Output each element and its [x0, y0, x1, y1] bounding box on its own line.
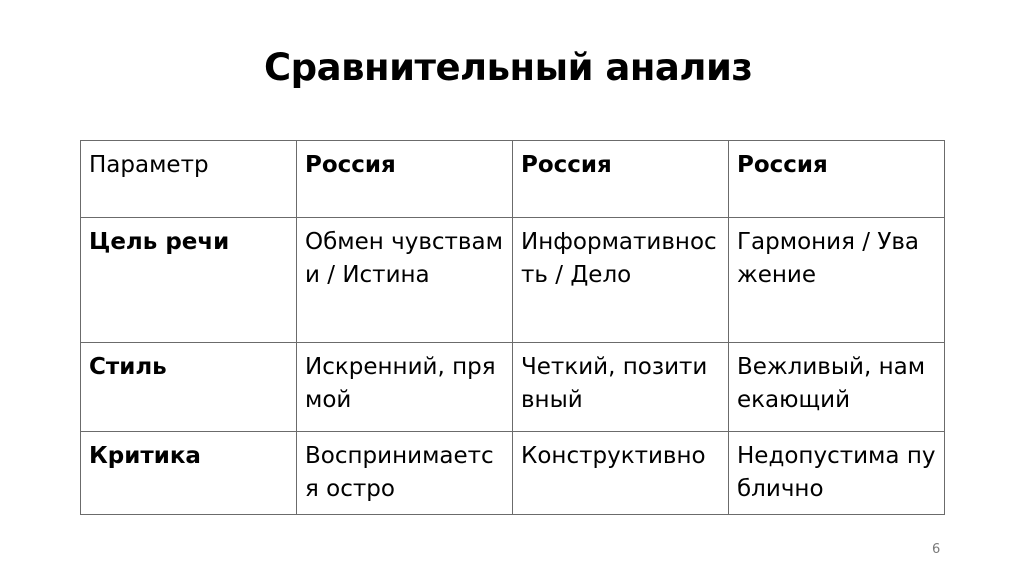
header-cell-country: Россия [297, 141, 513, 218]
slide-title: Сравнительный анализ [264, 46, 753, 89]
table-header-row [81, 141, 945, 218]
header-cell-country: Россия [513, 141, 729, 218]
table-cell: Конструктивно [513, 432, 729, 515]
row-label: Критика [81, 432, 297, 515]
table-cell: Недопустима публично [729, 432, 945, 515]
table-cell: Гармония / Уважение [729, 218, 945, 343]
table-cell: Обмен чувствами / Истина [297, 218, 513, 343]
table-row [81, 343, 945, 432]
table-cell: Вежливый, намекающий [729, 343, 945, 432]
header-cell-parameter: Параметр [81, 141, 297, 218]
row-label: Стиль [81, 343, 297, 432]
table-row [81, 218, 945, 343]
page-number: 6 [932, 542, 941, 557]
comparison-table [80, 140, 945, 515]
table-cell: Информативность / Дело [513, 218, 729, 343]
table-cell: Четкий, позитивный [513, 343, 729, 432]
table-cell: Искренний, прямой [297, 343, 513, 432]
header-cell-country: Россия [729, 141, 945, 218]
table-row [81, 432, 945, 515]
row-label: Цель речи [81, 218, 297, 343]
table-cell: Воспринимается остро [297, 432, 513, 515]
